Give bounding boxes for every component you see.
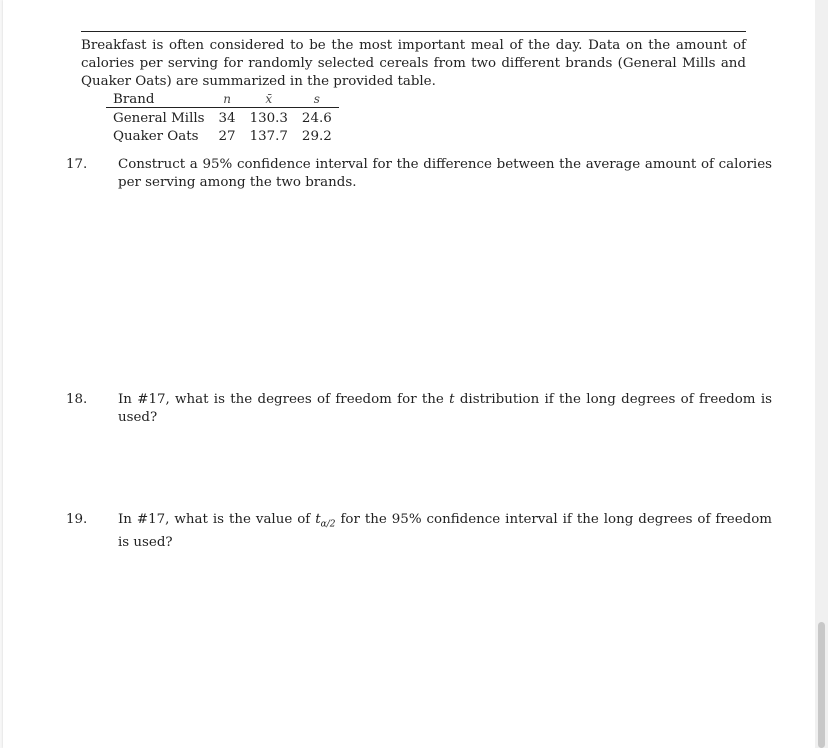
question-number: 18.: [66, 392, 88, 407]
brand-cell: General Mills: [113, 110, 205, 126]
question-number: 19.: [66, 512, 88, 527]
summary-statistics-table: [106, 91, 339, 145]
question-text-after: for the 95% confidence interval if the long degrees of freedom is used?: [118, 512, 772, 550]
intro-paragraph: Breakfast is often considered to be the most important meal of the day. Data on the amount of calories per serving for randomly selected cereals from two different brands (General Mills and Quaker Oats) are summarized in the provided table.: [81, 38, 746, 89]
xbar-cell: 137.7: [249, 128, 288, 144]
vertical-scrollbar[interactable]: [815, 0, 828, 748]
scrollbar-thumb[interactable]: [818, 622, 825, 748]
table-row: [106, 127, 339, 145]
math-subscript: α/2: [320, 519, 336, 530]
question-18: [66, 391, 772, 427]
question-text-after: distribution if the long degrees of freedom is used?: [118, 392, 772, 425]
brand-cell: Quaker Oats: [113, 128, 199, 144]
header-s: s: [295, 91, 339, 108]
n-cell: 34: [218, 110, 236, 126]
s-cell: 29.2: [301, 128, 332, 144]
question-text-before: In #17, what is the value of: [118, 512, 311, 527]
n-cell: 27: [218, 128, 236, 144]
question-number: 17.: [66, 157, 88, 172]
math-t-symbol: t: [449, 392, 455, 407]
header-brand: Brand: [106, 91, 212, 108]
header-xbar: x̄: [243, 91, 295, 108]
table-header-row: [106, 91, 339, 108]
table-row: [106, 108, 339, 128]
math-t-symbol: $t_{\alpha/2}$: [315, 512, 336, 530]
question-17: [66, 156, 772, 192]
question-19: [66, 511, 772, 552]
question-text: Construct a 95% confidence interval for the difference between the average amount of calories per serving among the two brands.: [118, 157, 772, 190]
question-text-before: In #17, what is the degrees of freedom for the: [118, 392, 444, 407]
s-cell: 24.6: [301, 110, 332, 126]
header-n: n: [212, 91, 243, 108]
xbar-cell: 130.3: [249, 110, 288, 126]
top-horizontal-rule: [81, 31, 746, 32]
